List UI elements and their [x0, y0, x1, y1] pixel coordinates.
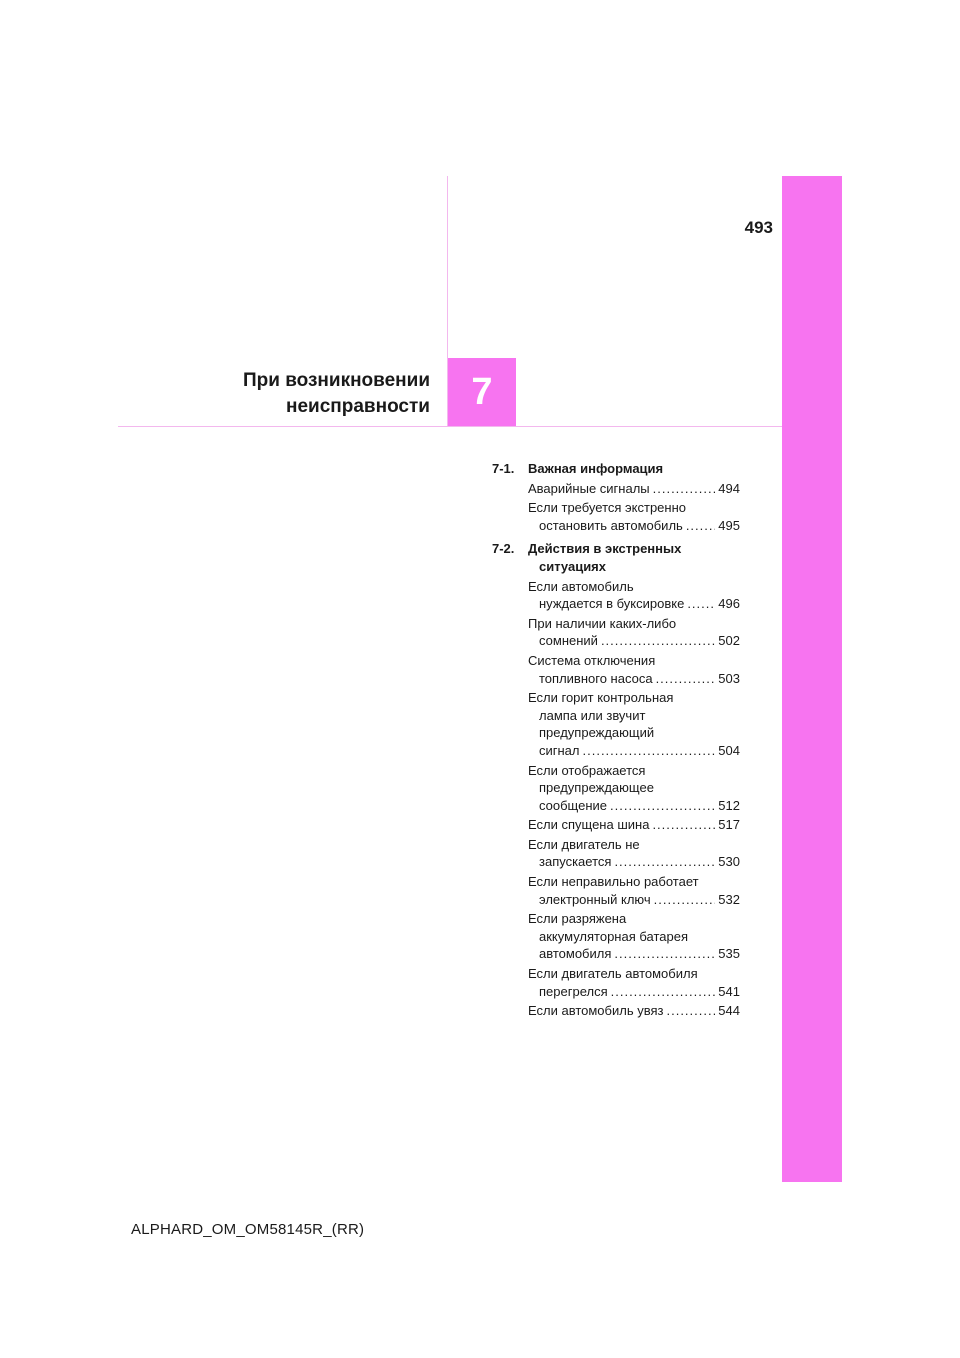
toc-entry-page: 502	[718, 633, 740, 649]
toc-dot-leader	[686, 517, 715, 535]
page-number: 493	[744, 218, 773, 237]
toc-entry-line: перегрелся	[539, 983, 608, 999]
toc-entry-last-line	[528, 595, 740, 613]
document-footer: ALPHARD_OM_OM58145R_(RR)	[131, 1221, 365, 1238]
toc-entry-line: предупреждающее	[539, 780, 654, 796]
toc-entry-page: 530	[718, 854, 740, 870]
toc-entry-last-line	[528, 816, 740, 834]
toc-entry-page: 541	[718, 983, 740, 999]
toc-section-title-line: Важная информация	[528, 461, 664, 476]
toc-entry-line: Если двигатель автомобиля	[528, 966, 698, 982]
toc-entry-line: Если требуется экстренно	[528, 500, 686, 516]
toc-entry-line: Если автомобиль увяз	[528, 1003, 664, 1019]
toc-entry-page: 494	[718, 480, 740, 496]
toc-entry-line: сообщение	[539, 797, 608, 813]
table-of-contents	[492, 460, 740, 1026]
toc-entry-line: Система отключения	[528, 652, 656, 668]
toc-section	[492, 540, 740, 1019]
toc-entry-line: Аварийные сигналы	[528, 480, 650, 496]
toc-dot-leader	[601, 632, 715, 650]
toc-entry-last-line	[528, 632, 740, 650]
toc-entry-line: Если двигатель не	[528, 836, 640, 852]
toc-entry-line: топливного насоса	[539, 670, 653, 686]
toc-entry-line: предупреждающий	[539, 725, 655, 741]
toc-section-heading	[492, 540, 740, 575]
toc-entry-page: 517	[718, 817, 740, 833]
toc-entry[interactable]	[528, 762, 740, 815]
chapter-title-line: неисправности	[285, 396, 430, 417]
toc-entry-line: нуждается в буксировке	[539, 596, 685, 612]
toc-dot-leader	[652, 816, 715, 834]
toc-entry-line: Если разряжена	[528, 911, 627, 927]
toc-entry[interactable]	[528, 615, 740, 650]
toc-section-title	[528, 460, 740, 478]
toc-section-heading	[492, 460, 740, 478]
chapter-title	[150, 368, 430, 420]
toc-entry-last-line	[528, 983, 740, 1001]
toc-dot-leader	[614, 945, 715, 963]
toc-entry-last-line	[528, 480, 740, 498]
toc-entry[interactable]	[528, 965, 740, 1000]
toc-entry-line: При наличии каких-либо	[528, 615, 677, 631]
toc-dot-leader	[656, 670, 716, 688]
toc-entry-line: аккумуляторная батарея	[539, 928, 688, 944]
chapter-title-line: При возникновении	[242, 370, 430, 391]
toc-entry-last-line	[528, 517, 740, 535]
toc-dot-leader	[654, 891, 716, 909]
toc-entry-last-line	[528, 797, 740, 815]
toc-entry-last-line	[528, 891, 740, 909]
toc-section-title-line: ситуациях	[539, 558, 606, 574]
toc-dot-leader	[653, 480, 716, 498]
toc-entry-page: 495	[718, 517, 740, 533]
toc-dot-leader	[666, 1002, 715, 1020]
toc-entry-last-line	[528, 1002, 740, 1020]
toc-entry[interactable]	[528, 689, 740, 759]
toc-entry-line: Если автомобиль	[528, 578, 634, 594]
toc-entry-last-line	[528, 670, 740, 688]
toc-entry-line: сигнал	[539, 742, 580, 758]
toc-entry-last-line	[528, 742, 740, 760]
toc-dot-leader	[610, 797, 715, 815]
toc-dot-leader	[687, 595, 715, 613]
chapter-side-tab	[782, 176, 842, 1182]
chapter-number-box	[448, 358, 516, 426]
toc-entry[interactable]	[528, 836, 740, 871]
header-horizontal-rule	[118, 426, 782, 427]
chapter-number: 7	[471, 370, 493, 413]
toc-entry-page: 512	[718, 797, 740, 813]
toc-entry-line: Если горит контрольная	[528, 690, 674, 706]
toc-entry-line: запускается	[539, 854, 612, 870]
toc-entry-page: 532	[718, 891, 740, 907]
toc-entry-page: 535	[718, 946, 740, 962]
toc-entry-line: лампа или звучит	[539, 707, 646, 723]
toc-dot-leader	[583, 742, 716, 760]
toc-entry-line: автомобиля	[539, 946, 612, 962]
toc-dot-leader	[614, 853, 715, 871]
toc-section-number: 7-2.	[492, 541, 515, 557]
toc-section-number: 7-1.	[492, 461, 515, 476]
toc-entry-page: 504	[718, 742, 740, 758]
toc-section	[492, 460, 740, 534]
toc-entry-line: Если спущена шина	[528, 817, 650, 833]
toc-entry-page: 496	[718, 596, 740, 612]
toc-entry-last-line	[528, 853, 740, 871]
toc-entry-line: электронный ключ	[539, 891, 651, 907]
toc-entry-page: 544	[718, 1003, 740, 1019]
toc-entry[interactable]	[528, 816, 740, 834]
toc-entry[interactable]	[528, 1002, 740, 1020]
toc-entry-last-line	[528, 945, 740, 963]
toc-section-title-line: Действия в экстренных	[528, 541, 682, 557]
toc-entry[interactable]	[528, 873, 740, 908]
toc-entry-line: остановить автомобиль	[539, 517, 683, 533]
toc-section-title	[528, 540, 740, 575]
toc-entry[interactable]	[528, 499, 740, 534]
toc-entry[interactable]	[528, 652, 740, 687]
toc-entry-line: Если отображается	[528, 762, 646, 778]
toc-entry-line: Если неправильно работает	[528, 874, 699, 890]
toc-entry[interactable]	[528, 910, 740, 963]
toc-dot-leader	[611, 983, 716, 1001]
toc-entry-page: 503	[718, 670, 740, 686]
toc-entry[interactable]	[528, 480, 740, 498]
toc-entry-line: сомнений	[539, 633, 598, 649]
toc-entry[interactable]	[528, 578, 740, 613]
